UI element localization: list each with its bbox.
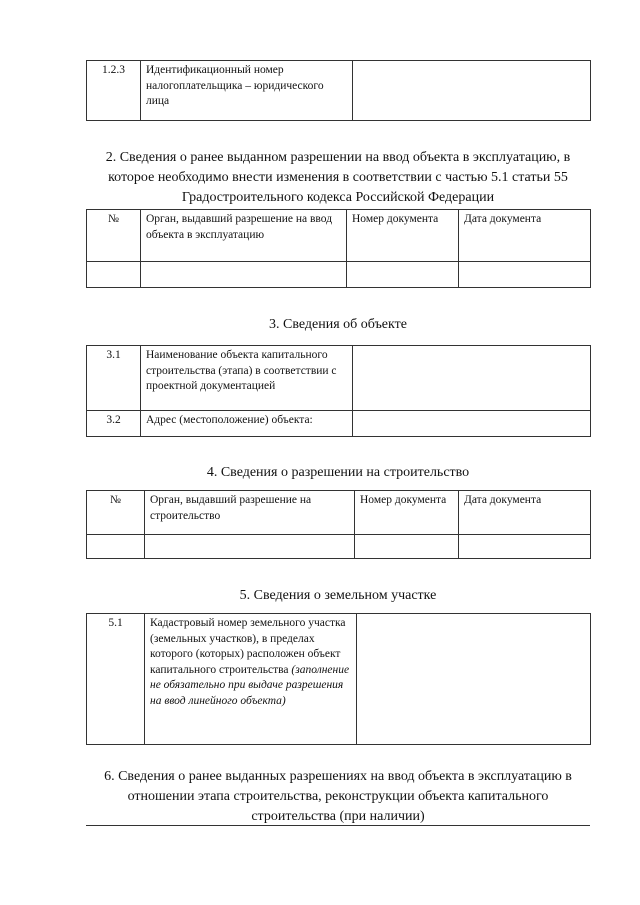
section-4-heading: 4. Сведения о разрешении на строительство xyxy=(206,465,470,480)
table-row xyxy=(87,614,591,745)
row-value-field[interactable] xyxy=(353,346,591,411)
column-header-number: № xyxy=(87,491,145,535)
cell-number-field[interactable] xyxy=(87,535,145,559)
column-header-number: № xyxy=(87,210,141,262)
cell-doc-date-field[interactable] xyxy=(459,262,591,288)
table-header-row xyxy=(87,210,591,262)
section-2-heading: 2. Сведения о ранее выданном разрешении на ввод объекта в эксплуатацию, в которое необходимо внести изменения в соответствии с частью 5.1 статьи 55 Градостроительного кодекса Российской Федерации xyxy=(105,150,571,205)
table-row xyxy=(87,262,591,288)
table-construction-permit xyxy=(86,490,591,559)
cell-doc-date-field[interactable] xyxy=(459,535,591,559)
column-header-organ: Орган, выдавший разрешение на строительство xyxy=(145,491,355,535)
row-value-field[interactable] xyxy=(353,411,591,437)
table-row xyxy=(87,61,591,121)
section-3-heading: 3. Сведения об объекте xyxy=(269,317,407,332)
row-label: Идентификационный номер налогоплательщика – юридического лица xyxy=(141,61,353,121)
cell-doc-number-field[interactable] xyxy=(355,535,459,559)
table-previous-permit xyxy=(86,209,591,288)
table-inn xyxy=(86,60,591,121)
row-label-note: (заполнение не обязательно при выдаче разрешения на ввод линейного объекта) xyxy=(150,663,350,707)
section-6-heading: 6. Сведения о ранее выданных разрешениях на ввод объекта в эксплуатацию в отношении этапа строительства, реконструкции объекта капитального строительства (при наличии) xyxy=(104,769,572,824)
row-label: Адрес (местоположение) объекта: xyxy=(141,411,353,437)
table-header-row xyxy=(87,491,591,535)
section-6-table-top-border xyxy=(86,825,590,826)
row-label xyxy=(145,614,357,745)
row-number: 3.2 xyxy=(87,411,141,437)
cell-number-field[interactable] xyxy=(87,262,141,288)
row-label-text: Кадастровый номер земельного участка (земельных участков), в пределах которого (которых) расположен объект капитального строительства xyxy=(150,617,346,676)
row-value-field[interactable] xyxy=(357,614,591,745)
cell-organ-field[interactable] xyxy=(145,535,355,559)
row-number: 1.2.3 xyxy=(87,61,141,121)
column-header-doc-number: Номер документа xyxy=(347,210,459,262)
column-header-doc-date: Дата документа xyxy=(459,210,591,262)
row-number: 5.1 xyxy=(87,614,145,745)
table-object-info xyxy=(86,345,591,437)
cell-organ-field[interactable] xyxy=(141,262,347,288)
row-number: 3.1 xyxy=(87,346,141,411)
column-header-organ: Орган, выдавший разрешение на ввод объекта в эксплуатацию xyxy=(141,210,347,262)
column-header-doc-date: Дата документа xyxy=(459,491,591,535)
table-land-plot xyxy=(86,613,591,745)
section-5-heading: 5. Сведения о земельном участке xyxy=(239,588,437,603)
column-header-doc-number: Номер документа xyxy=(355,491,459,535)
table-row xyxy=(87,535,591,559)
row-label: Наименование объекта капитального строительства (этапа) в соответствии с проектной документацией xyxy=(141,346,353,411)
cell-doc-number-field[interactable] xyxy=(347,262,459,288)
table-row xyxy=(87,411,591,437)
row-value-field[interactable] xyxy=(353,61,591,121)
table-row xyxy=(87,346,591,411)
